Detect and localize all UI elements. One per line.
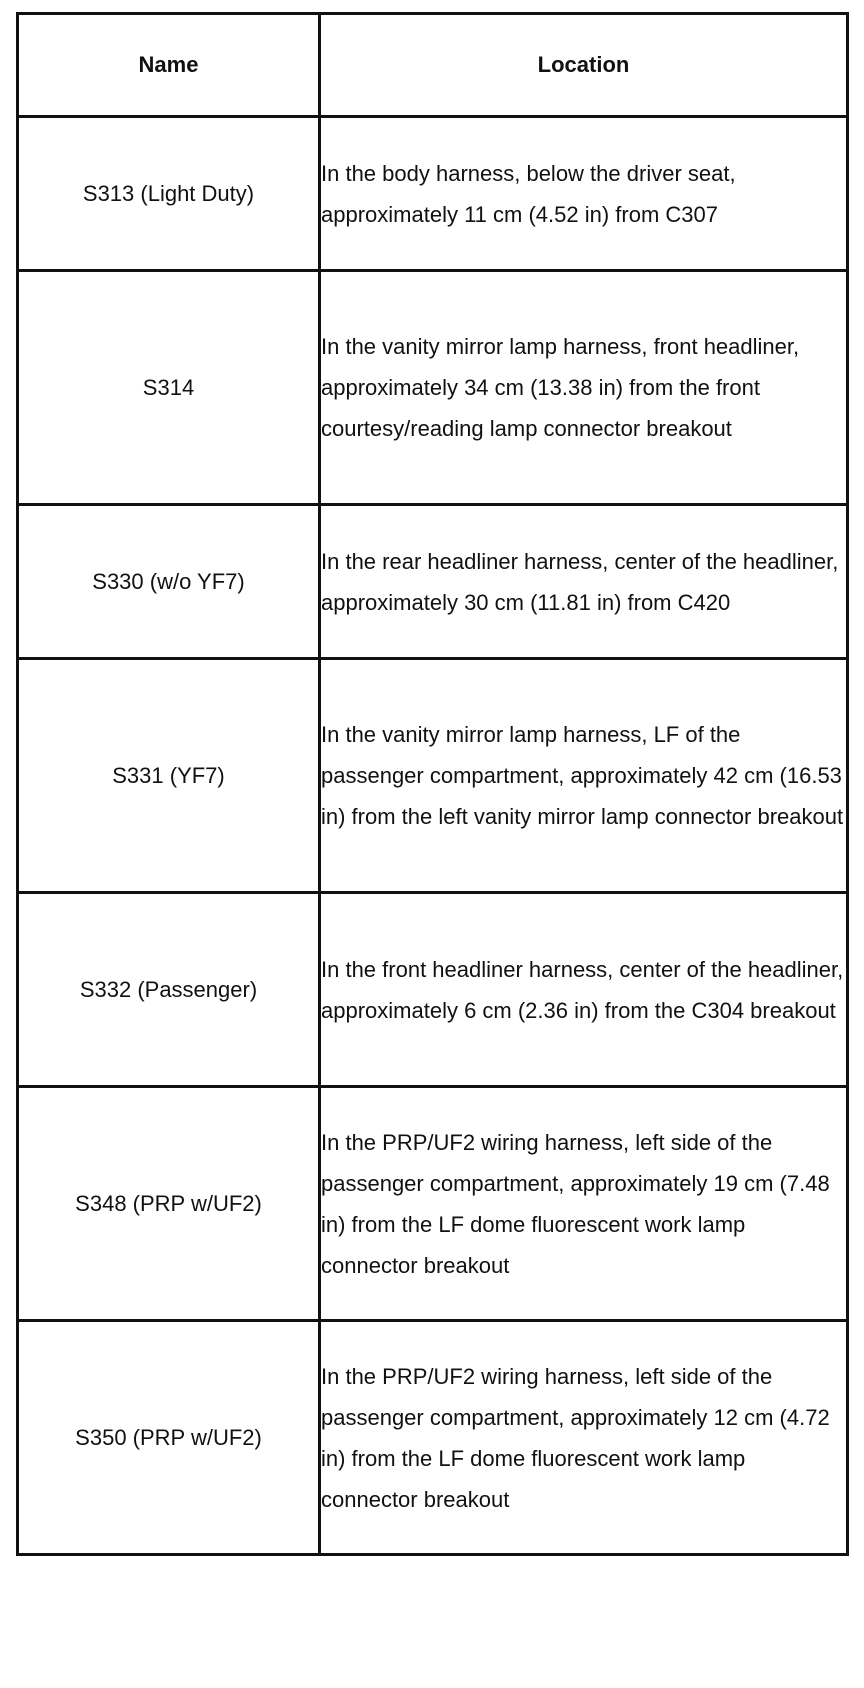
splice-location: In the PRP/UF2 wiring harness, left side of the passenger compartment, approximately 19 cm (7.48 in) from the LF dome fluorescent work lamp connector breakout bbox=[320, 1087, 848, 1321]
splice-location: In the front headliner harness, center of the headliner, approximately 6 cm (2.36 in) from the C304 breakout bbox=[320, 893, 848, 1087]
splice-name: S332 (Passenger) bbox=[18, 893, 320, 1087]
column-header-name: Name bbox=[18, 14, 320, 117]
splice-name: S314 bbox=[18, 271, 320, 505]
splice-location: In the PRP/UF2 wiring harness, left side of the passenger compartment, approximately 12 cm (4.72 in) from the LF dome fluorescent work lamp connector breakout bbox=[320, 1321, 848, 1555]
splice-name: S348 (PRP w/UF2) bbox=[18, 1087, 320, 1321]
splice-location: In the body harness, below the driver seat, approximately 11 cm (4.52 in) from C307 bbox=[320, 117, 848, 271]
splice-name: S330 (w/o YF7) bbox=[18, 505, 320, 659]
table-header-row bbox=[18, 14, 848, 117]
table-row bbox=[18, 1087, 848, 1321]
splice-location: In the vanity mirror lamp harness, LF of the passenger compartment, approximately 42 cm (16.53 in) from the left vanity mirror lamp connector breakout bbox=[320, 659, 848, 893]
table-row bbox=[18, 117, 848, 271]
splice-name: S331 (YF7) bbox=[18, 659, 320, 893]
splice-location: In the vanity mirror lamp harness, front headliner, approximately 34 cm (13.38 in) from the front courtesy/reading lamp connector breakout bbox=[320, 271, 848, 505]
table-row bbox=[18, 893, 848, 1087]
table-row bbox=[18, 505, 848, 659]
column-header-location: Location bbox=[320, 14, 848, 117]
table-row bbox=[18, 271, 848, 505]
splice-location: In the rear headliner harness, center of the headliner, approximately 30 cm (11.81 in) from C420 bbox=[320, 505, 848, 659]
splice-name: S350 (PRP w/UF2) bbox=[18, 1321, 320, 1555]
table-row bbox=[18, 1321, 848, 1555]
splice-location-table bbox=[16, 12, 849, 1556]
splice-name: S313 (Light Duty) bbox=[18, 117, 320, 271]
table-row bbox=[18, 659, 848, 893]
